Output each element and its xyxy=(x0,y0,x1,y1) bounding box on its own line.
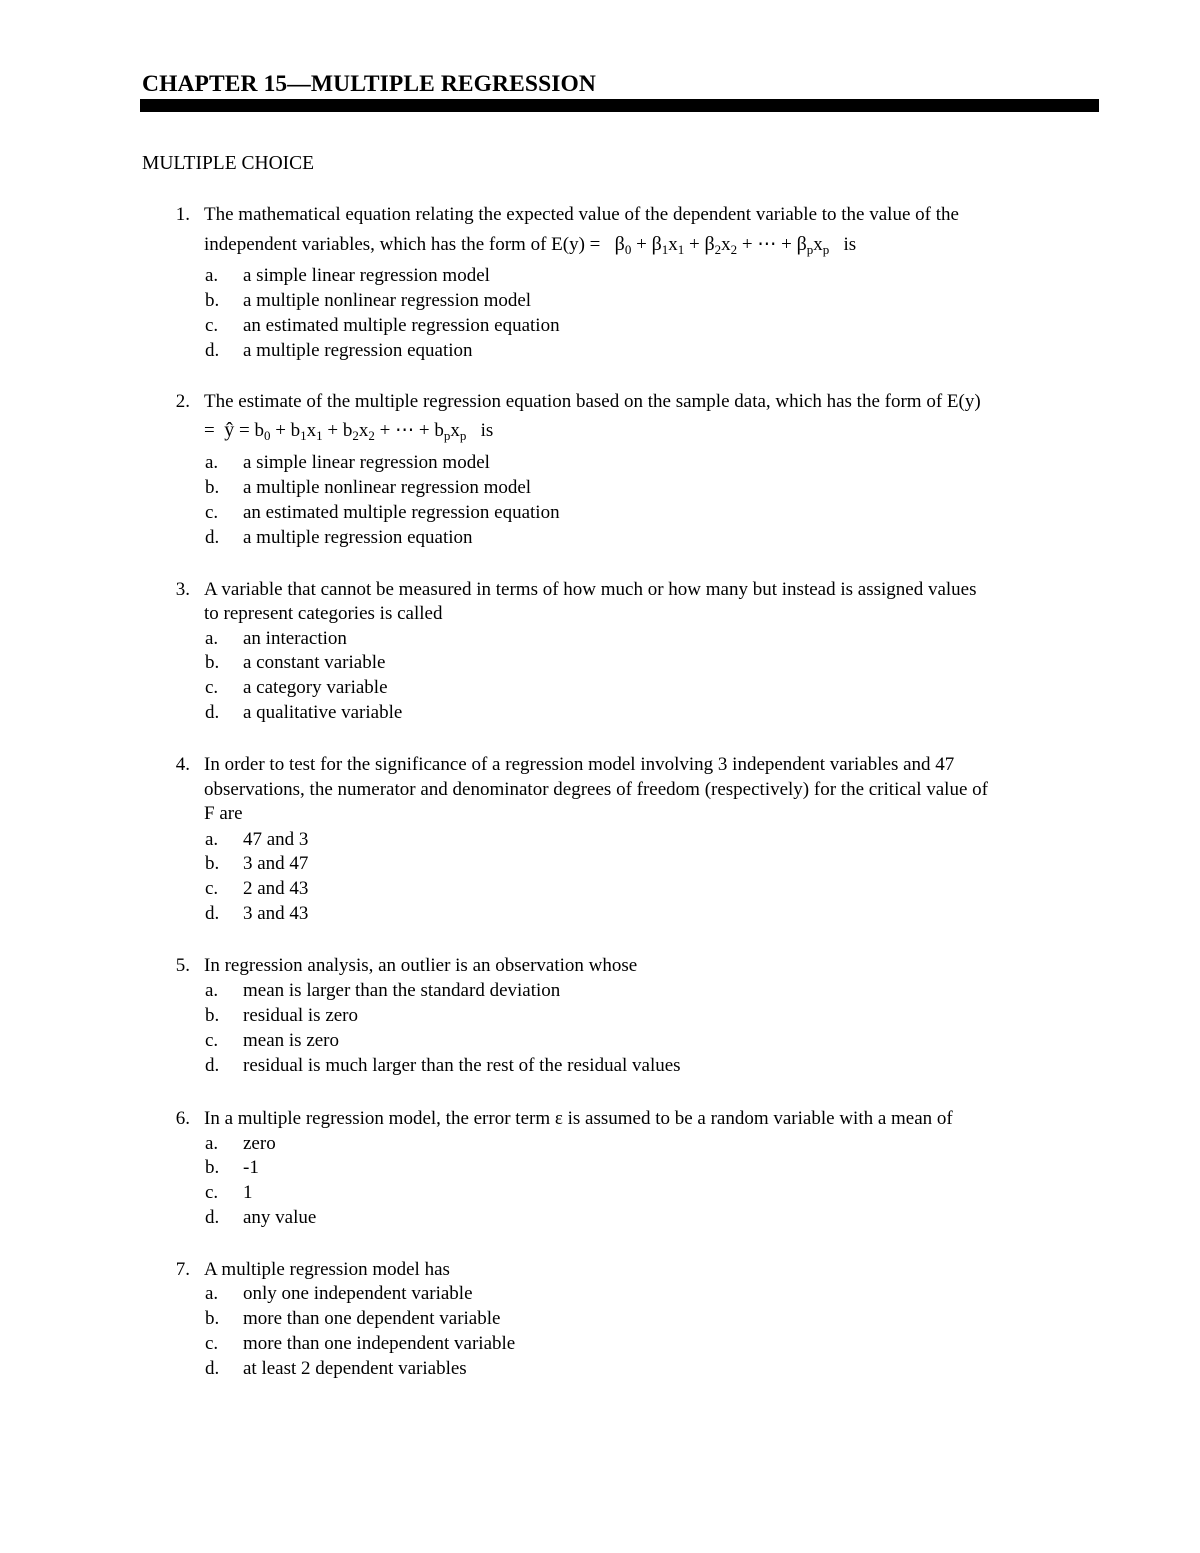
option-text: 47 and 3 xyxy=(243,829,309,850)
option-text: zero xyxy=(243,1133,276,1154)
question-stem: In regression analysis, an outlier is an observation whose xyxy=(204,955,638,976)
section-heading: MULTIPLE CHOICE xyxy=(142,153,315,174)
option-letter: a. xyxy=(205,1283,219,1304)
question-number: 1. xyxy=(175,204,190,225)
option-text: a multiple regression equation xyxy=(243,340,473,361)
option-text: a constant variable xyxy=(243,652,386,673)
option-text: a multiple nonlinear regression model xyxy=(243,477,532,498)
question-number: 5. xyxy=(175,955,190,976)
option-letter: c. xyxy=(205,315,219,336)
option-letter: d. xyxy=(205,527,220,548)
option-letter: c. xyxy=(205,677,219,698)
question-stem: In a multiple regression model, the error term ε is assumed to be a random variable with a mean of xyxy=(204,1108,953,1129)
option-letter: a. xyxy=(205,1133,219,1154)
option-letter: d. xyxy=(205,903,220,924)
question-stem: observations, the numerator and denominator degrees of freedom (respectively) for the critical value of xyxy=(204,779,988,800)
title-rule xyxy=(140,99,1099,112)
option-letter: c. xyxy=(205,878,219,899)
option-text: a simple linear regression model xyxy=(243,265,490,286)
option-letter: c. xyxy=(205,502,219,523)
option-text: a simple linear regression model xyxy=(243,452,490,473)
option-letter: b. xyxy=(205,853,220,874)
option-letter: c. xyxy=(205,1333,219,1354)
chapter-title: CHAPTER 15—MULTIPLE REGRESSION xyxy=(142,71,596,97)
option-text: a multiple regression equation xyxy=(243,527,473,548)
option-letter: c. xyxy=(205,1182,219,1203)
option-text: any value xyxy=(243,1207,317,1228)
option-text: only one independent variable xyxy=(243,1283,473,1304)
option-letter: a. xyxy=(205,265,219,286)
option-letter: d. xyxy=(205,1055,220,1076)
question-stem: A variable that cannot be measured in terms of how much or how many but instead is assigned values xyxy=(204,579,977,600)
question-stem-formula-line: independent variables, which has the form of E(y) = $\beta_0 + \beta_1x_1 + \beta_2x_2$ + ⋯ + $\beta_px_p$ is xyxy=(204,233,857,257)
question-number: 4. xyxy=(175,754,190,775)
question-stem: The mathematical equation relating the expected value of the dependent variable to the value of the xyxy=(204,204,959,225)
question-number: 6. xyxy=(175,1108,190,1129)
option-text: -1 xyxy=(243,1157,259,1178)
question-stem: A multiple regression model has xyxy=(204,1259,450,1280)
option-letter: b. xyxy=(205,477,220,498)
question-number: 2. xyxy=(175,391,190,412)
option-text: a qualitative variable xyxy=(243,702,403,723)
option-text: 3 and 47 xyxy=(243,853,309,874)
question-stem: In order to test for the significance of a regression model involving 3 independent variables and 47 xyxy=(204,754,955,775)
question-stem: independent variables, which has the form of E(y) = xyxy=(204,234,601,255)
option-text: an estimated multiple regression equation xyxy=(243,315,560,336)
option-text: 2 and 43 xyxy=(243,878,309,899)
option-text: an estimated multiple regression equation xyxy=(243,502,560,523)
option-text: more than one dependent variable xyxy=(243,1308,501,1329)
option-letter: b. xyxy=(205,290,220,311)
option-letter: d. xyxy=(205,340,220,361)
option-letter: b. xyxy=(205,1308,220,1329)
option-letter: a. xyxy=(205,829,219,850)
option-letter: c. xyxy=(205,1030,219,1051)
option-text: mean is zero xyxy=(243,1030,340,1051)
option-letter: d. xyxy=(205,702,220,723)
question-number: 3. xyxy=(175,579,190,600)
formula: $\beta_0 + \beta_1x_1 + \beta_2x_2$ + ⋯ + $\beta_px_p$ xyxy=(614,233,830,257)
option-text: at least 2 dependent variables xyxy=(243,1358,467,1379)
option-letter: a. xyxy=(205,628,219,649)
question-stem: The estimate of the multiple regression equation based on the sample data, which has the form of E(y) xyxy=(204,391,981,412)
option-letter: b. xyxy=(205,652,220,673)
option-text: mean is larger than the standard deviation xyxy=(243,980,561,1001)
question-stem: to represent categories is called xyxy=(204,603,443,624)
option-text: an interaction xyxy=(243,628,347,649)
option-text: 1 xyxy=(243,1182,253,1203)
option-letter: a. xyxy=(205,452,219,473)
question-stem: F are xyxy=(204,803,243,824)
option-text: more than one independent variable xyxy=(243,1333,516,1354)
formula: = ŷ = $b_0 + b_1x_1 + b_2x_2$ + ⋯ + $b_px_p$ is xyxy=(204,419,494,443)
option-letter: d. xyxy=(205,1358,220,1379)
option-letter: a. xyxy=(205,980,219,1001)
option-letter: b. xyxy=(205,1005,220,1026)
question-number: 7. xyxy=(175,1259,190,1280)
option-letter: b. xyxy=(205,1157,220,1178)
option-text: a category variable xyxy=(243,677,388,698)
option-text: residual is zero xyxy=(243,1005,359,1026)
option-letter: d. xyxy=(205,1207,220,1228)
option-text: 3 and 43 xyxy=(243,903,309,924)
option-text: a multiple nonlinear regression model xyxy=(243,290,532,311)
option-text: residual is much larger than the rest of the residual values xyxy=(243,1055,681,1076)
